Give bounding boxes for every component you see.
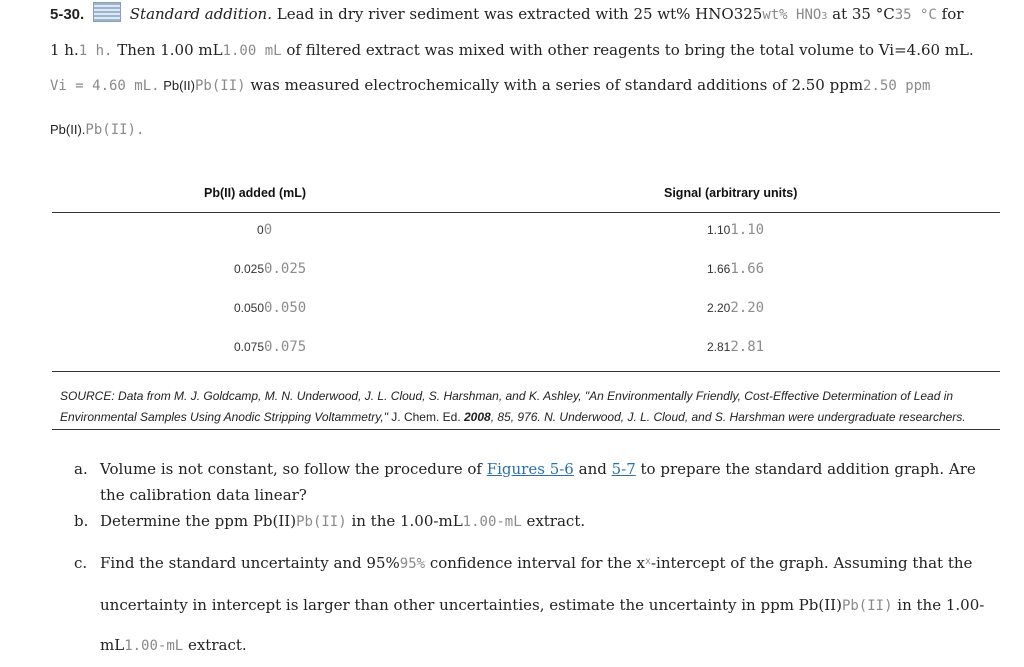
table-header-rule (52, 212, 1000, 213)
table-row: 1.661.66 (707, 261, 765, 277)
table-row: 0.0750.075 (234, 339, 307, 355)
table-bottom-rule (52, 371, 1000, 372)
header-signal: Signal (arbitrary units) (664, 186, 798, 200)
question-c: c. Find the standard uncertainty and 95%95% confidence interval for the $x^x$-intercept of the graph. Assuming that the (74, 554, 973, 572)
problem-line-1: 5-30. Standard addition. Lead in dry river sediment was extracted with 25 wt% HNO325wt% HNO3 at 35 °C35 °C for (50, 2, 963, 23)
figure-5-7-link[interactable]: 5-7 (611, 460, 636, 478)
table-row: 0.0250.025 (234, 261, 307, 277)
problem-line-2: 1 h.1 h. Then 1.00 mL1.00 mL of filtered extract was mixed with other reagents to bring the total volume to Vi=4.60 mL. (50, 41, 974, 59)
problem-number: 5-30. (50, 6, 85, 23)
table-row: 1.101.10 (707, 222, 765, 238)
question-c-cont: uncertainty in intercept is larger than other uncertainties, estimate the uncertainty in ppm Pb(II)Pb(II) in the 1.00- (100, 596, 985, 614)
question-c-cont-2: mL1.00-mL extract. (100, 636, 247, 654)
problem-line-4: Pb(II).Pb(II). (50, 122, 145, 138)
figures-5-6-link[interactable]: Figures 5-6 (486, 460, 574, 478)
header-pb-added: Pb(II) added (mL) (204, 186, 307, 200)
problem-title: Standard addition. (129, 5, 272, 23)
table-row: 2.202.20 (707, 300, 765, 316)
question-a-cont: the calibration data linear? (100, 486, 307, 504)
table-source-note: SOURCE: Data from M. J. Goldcamp, M. N. Underwood, J. L. Cloud, S. Harshman, and K. Ashley, "An Environmentally Friendly, Cost-Effective Determination of Lead in Environmental Samples Using Anodic Stripping Voltammetry," J. Chem. Ed. 2008, 85, 976. N. Underwood, J. L. Cloud, and S. Harshman were undergraduate researchers. (60, 389, 966, 424)
source-bottom-rule (52, 429, 1000, 430)
problem-icon (93, 2, 121, 22)
table-row: 2.812.81 (707, 339, 765, 355)
table-row: 00 (257, 222, 273, 238)
table-row: 0.0500.050 (234, 300, 307, 316)
question-a: a. Volume is not constant, so follow the procedure of Figures 5-6 and 5-7 to prepare the standard addition graph. Are (74, 460, 976, 478)
question-b: b. Determine the ppm Pb(II)Pb(II) in the 1.00-mL1.00-mL extract. (74, 512, 586, 530)
problem-line-3: Vi = 4.60 mL. Pb(II)Pb(II) was measured electrochemically with a series of standard additions of 2.50 ppm2.50 ppm (50, 76, 931, 94)
